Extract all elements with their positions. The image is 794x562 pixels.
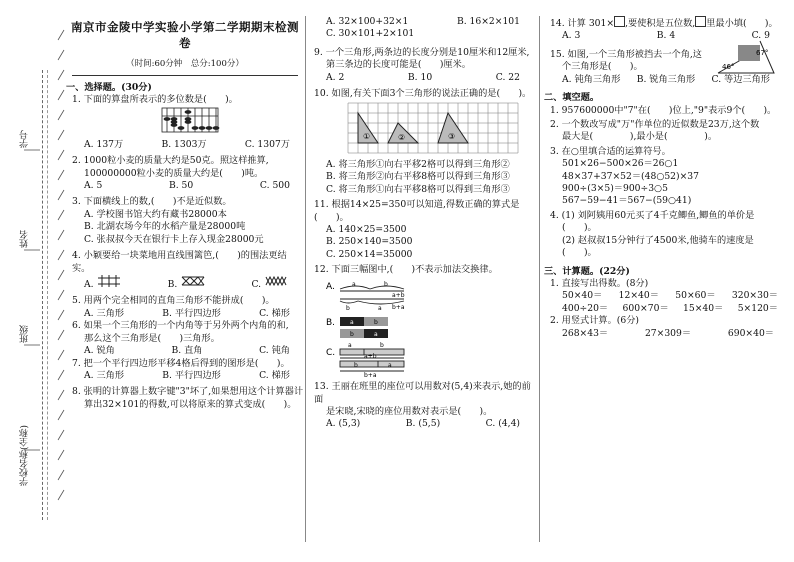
fill-3-line-2: 48×37+37×52＝(48○52)×37 [562,170,700,182]
question-13: 13. 王丽在班里的座位可以用数对(5,4)来表示,她的前面 [314,381,531,405]
triangle-3-label: ③ [448,131,456,141]
question-1: 1. 下面的算盘所表示的多位数是( )。 [72,93,238,105]
q15-option-b: B. 锐角三角形 [636,73,696,85]
q12b-mark-b: b [374,318,378,326]
calc-item: 50×40＝ [562,290,603,302]
section-fill-title: 二、填空题。 [544,92,600,104]
q3-option-c: C. 张叔叔今天在银行卡上存入现金28000元 [84,233,264,245]
fill-2-cont: 最大是( ),最小是( )。 [562,131,718,143]
q7-option-a: A. 三角形 [84,369,125,381]
q12c-mark-sum1: a+b [364,352,377,360]
q10-option-b: B. 将三角形②向右平移8格可以得到三角形③ [326,171,510,183]
calc-item: 320×30＝ [731,290,778,302]
question-2: 2. 1000粒小麦的质量大约是50克。照这样推算, [72,155,269,167]
column-2 [308,0,534,431]
q14-option-a: A. 3 [562,30,581,42]
class-label: 班级 [20,325,30,343]
covered-triangle-figure [716,35,780,77]
column-divider-2 [539,16,540,542]
title-rule [72,75,298,76]
q12a-mark-b2: b [346,304,350,312]
question-2-cont: 100000000粒小麦的质量大约是( )吨。 [84,167,264,179]
abacus-figure [66,106,304,134]
q12c-mark-b2: b [354,361,358,369]
question-6: 6. 如果一个三角形的一个内角等于另外两个内角的和, [72,320,289,332]
question-15 [544,49,784,74]
column-3 [544,0,784,340]
calc-item: 15×40＝ [683,302,724,314]
q14-prefix: 14. 计算 301× [550,18,615,29]
q10-option-c: C. 将三角形①向右平移8格可以得到三角形③ [326,183,510,195]
q9-option-c: C. 22 [495,71,520,83]
column-1 [66,0,304,411]
question-15-text: 15. 如图,一个三角形被挡去一个角,这 [550,48,702,60]
q12a-mark-a: a [352,280,356,288]
q7-option-b: B. 平行四边形 [162,369,221,381]
q7-option-c: C. 梯形 [259,369,290,381]
q12c-mark-b: b [380,341,384,349]
q12b-mark-b2: b [350,330,354,338]
q12a-mark-sum2: b+a [392,303,405,311]
calc-2: 2. 用竖式计算。(6分) [550,315,640,327]
question-5: 5. 用两个完全相同的直角三角形不能拼成( )。 [72,295,275,307]
question-10: 10. 如图,有关下面3个三角形的说法正确的是( )。 [314,88,532,100]
q2-option-a: A. 5 [84,180,103,192]
fill-3-line-4: 567−59−41＝567−(59○41) [562,195,692,207]
q6-option-b: B. 直角 [171,345,203,357]
q13-option-a: A. (5,3) [326,418,361,430]
q14-option-c: C. 9 [751,30,770,42]
triangle-2-label: ② [398,132,406,142]
q8-option-a: A. 32×100+32×1 [326,16,409,27]
question-1-options [66,139,304,151]
calc-item: 12×40＝ [618,290,659,302]
question-13-options [308,418,534,430]
calc-item: 600×70＝ [622,302,669,314]
q12a-mark-b: b [384,280,388,288]
calc-1: 1. 直接写出得数。(8分) [550,278,649,290]
angle-46-label: 46° [722,62,735,71]
exam-title: 南京市金陵中学实验小学第二学期期末检测卷 [71,20,299,50]
question-8-cont: 算出32×101的得数,可以将原来的算式变成( )。 [84,398,297,410]
q12b-mark-a: a [350,318,354,326]
q12a-mark-a2: a [378,304,382,312]
blank-box-icon [614,16,625,27]
vertical-calc-item: 27×309＝ [644,327,692,339]
q12-option-b-label: B. [326,317,336,328]
q3-option-b: B. 北湖农场今年的水稻产量是28000吨 [84,221,246,233]
q2-option-c: C. 500 [259,180,290,192]
q14-suffix2: 里最小填( )。 [706,18,778,29]
q9-option-a: A. 2 [326,71,345,83]
q1-option-b: B. 1303万 [161,138,207,150]
question-9-options [308,72,534,84]
vertical-calc-item: 268×43＝ [562,327,609,339]
q14-option-b: B. 4 [656,30,676,42]
q5-option-a: A. 三角形 [84,307,125,319]
question-5-options [66,308,304,320]
fill-3: 3. 在○里填合适的运算符号。 [550,145,671,157]
section-calc-title: 三、计算题。(22分) [544,265,630,277]
q13-option-c: C. (4,4) [485,418,520,430]
q1-option-a: A. 137万 [84,138,124,150]
fill-2: 2. 一个数改写成"万"作单位的近似数是23万,这个数 [550,118,760,130]
q11-option-c: C. 250×14=35000 [326,248,413,260]
q8-option-b: B. 16×2×101 [456,16,520,27]
calc-2-items [544,328,784,340]
triangle-grid-figure [308,101,534,155]
exam-subtitle: （时间:60分钟 总分:100分） [126,59,244,70]
question-4-options [66,275,304,291]
q12-option-c-label: C. [326,347,336,358]
commutative-law-figures [308,277,534,377]
question-11: 11. 根据14×25=350可以知道,得数正确的算式是( )。 [314,199,520,223]
q13-option-b: B. (5,5) [405,418,441,430]
fence-zigzag-icon [264,275,290,287]
question-7: 7. 把一个平行四边形平移4格后得到的图形是( )。 [72,357,290,369]
q12-option-a-label: A. [326,281,335,292]
question-7-options [66,370,304,382]
q14-suffix: ,要使积是五位数, [625,18,696,29]
calc-item: 50×60＝ [675,290,716,302]
question-9: 9. 一个三角形,两条边的长度分别是10厘米和12厘米, [314,46,530,58]
q15-option-a: A. 钝角三角形 [562,73,621,85]
vertical-calc-item: 690×40＝ [727,327,774,339]
angle-67-label: 67° [756,48,769,57]
question-9-cont: 第三条边的长度可能是( )厘米。 [326,59,471,71]
q6-option-c: C. 钝角 [259,345,290,357]
calc-1-row-2 [544,303,784,315]
question-12: 12. 下面三幅图中,( )不表示加法交换律。 [314,264,498,276]
q3-option-a: A. 学校图书馆大约有藏书28000本 [84,208,227,220]
name-label: 姓名 [20,230,30,248]
binding-slash-pattern [0,0,66,562]
question-6-options [66,345,304,357]
column-divider-1 [305,16,306,542]
q4-option-c [251,275,290,291]
calc-item: 400÷20＝ [562,302,609,314]
q2-option-b: B. 50 [168,180,194,192]
blank-box-icon [695,16,706,27]
student-number-label: 学号 [20,130,30,148]
calc-1-row-1 [544,290,784,302]
q11-option-b: B. 250×140=3500 [326,236,413,248]
q6-option-a: A. 锐角 [84,345,115,357]
q12a-mark-sum1: a+b [392,291,405,299]
fill-3-line-3: 900÷(3×5)＝900÷3○5 [562,183,668,195]
q12c-mark-a2: a [388,361,392,369]
q4-option-a [84,275,122,291]
q9-option-b: B. 10 [407,71,433,83]
calc-item: 5×120＝ [737,302,778,314]
q10-option-a: A. 将三角形①向右平移2格可以得到三角形② [326,158,510,170]
question-8-options-ab [308,16,534,28]
question-3: 3. 下面横线上的数,( )不是近似数。 [72,196,232,208]
school-name-label: 学校名称(全称) [20,425,30,487]
fill-4-part-1-cont: ( )。 [562,222,597,234]
q4-option-c-label: C. [251,278,262,290]
fence-grid-icon [96,275,122,287]
question-4: 4. 小颖要给一块菜地用直线围篱笆,( )的围法更结实。 [72,250,287,274]
fill-4-part-2: (2) 赵叔叔15分钟行了4500米,他骑车的速度是 [562,234,754,246]
q12b-mark-a2: a [374,330,378,338]
q4-option-b [168,275,207,291]
question-14 [550,16,784,30]
binding-strip [0,0,66,562]
question-15-cont: 个三角形是( )。 [562,61,643,73]
question-2-options [66,180,304,192]
fill-4-part-2-cont: ( )。 [562,247,597,259]
section-choice-title: 一、选择题。(30分) [66,81,152,93]
q8-option-c: C. 30×101+2×101 [326,28,415,40]
q1-option-c: C. 1307万 [244,138,290,150]
fill-3-line-1: 501×26−500×26＝26○1 [562,158,679,170]
question-8: 8. 张明的计算器上数字键"3"坏了,如果想用这个计算器计 [72,386,304,398]
question-6-cont: 那么这个三角形是( )三角形。 [84,332,220,344]
question-13-cont: 是宋晓,宋晓的座位用数对表示是( )。 [326,406,493,418]
fence-cross-icon [180,275,206,287]
q12c-mark-sum2: b+a [364,371,377,377]
fill-1: 1. 957600000中"7"在( )位上,"9"表示9个( )。 [550,104,777,116]
q11-option-a: A. 140×25=3500 [326,224,407,236]
q15-option-c: C. 等边三角形 [711,73,770,85]
q12c-mark-a: a [348,341,352,349]
q4-option-b-label: B. [167,278,178,290]
q5-option-c: C. 梯形 [259,307,290,319]
triangle-1-label: ① [363,131,371,141]
q4-option-a-label: A. [84,278,94,290]
fill-4-part-1: 4. (1) 刘阿姨用60元买了4千克鲫鱼,鲫鱼的单价是 [550,209,755,221]
q5-option-b: B. 平行四边形 [162,307,221,319]
